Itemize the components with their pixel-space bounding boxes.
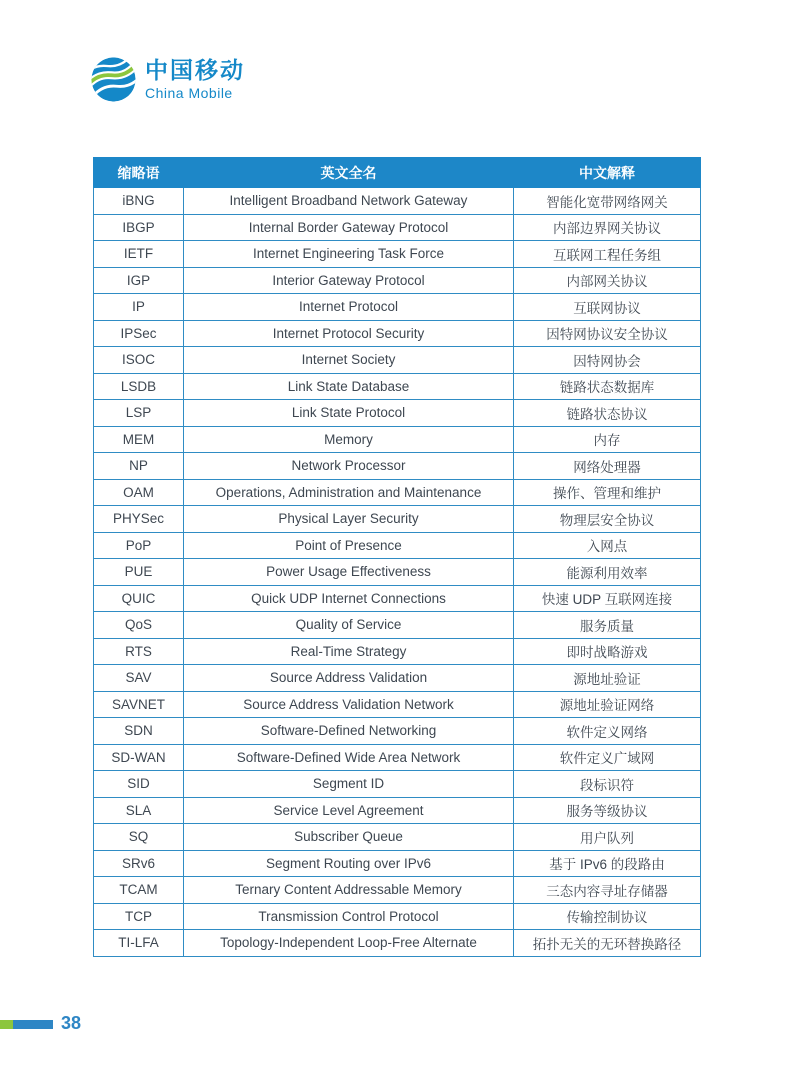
table-row [94, 320, 701, 347]
logo-text [145, 59, 245, 100]
abbreviation-cell: PHYSec [94, 506, 184, 533]
table-row [94, 877, 701, 904]
abbreviation-cell: SDN [94, 718, 184, 745]
chinese-explanation-cell: 内存 [514, 426, 701, 453]
english-name-cell: Power Usage Effectiveness [184, 559, 514, 586]
chinese-explanation-cell: 操作、管理和维护 [514, 479, 701, 506]
abbreviation-cell: SLA [94, 797, 184, 824]
table-row [94, 453, 701, 480]
abbreviation-cell: MEM [94, 426, 184, 453]
table-row [94, 559, 701, 586]
chinese-explanation-cell: 传输控制协议 [514, 903, 701, 930]
abbreviation-cell: TCP [94, 903, 184, 930]
english-name-cell: Quick UDP Internet Connections [184, 585, 514, 612]
english-name-cell: Internet Society [184, 347, 514, 374]
table-row [94, 267, 701, 294]
chinese-explanation-cell: 因特网协会 [514, 347, 701, 374]
abbreviation-cell: SAVNET [94, 691, 184, 718]
table-row [94, 479, 701, 506]
table-row [94, 426, 701, 453]
chinese-explanation-cell: 源地址验证网络 [514, 691, 701, 718]
english-name-cell: Internet Protocol [184, 294, 514, 321]
chinese-explanation-cell: 软件定义广域网 [514, 744, 701, 771]
chinese-explanation-cell: 内部网关协议 [514, 267, 701, 294]
table-row [94, 771, 701, 798]
chinese-explanation-cell: 快速 UDP 互联网连接 [514, 585, 701, 612]
english-name-cell: Point of Presence [184, 532, 514, 559]
english-name-cell: Interior Gateway Protocol [184, 267, 514, 294]
chinese-explanation-cell: 服务等级协议 [514, 797, 701, 824]
table-header-row [94, 158, 701, 188]
english-name-cell: Source Address Validation [184, 665, 514, 692]
page-number: 38 [61, 1013, 82, 1033]
table-row [94, 294, 701, 321]
china-mobile-globe-icon [90, 56, 137, 103]
abbreviation-cell: RTS [94, 638, 184, 665]
chinese-explanation-cell: 物理层安全协议 [514, 506, 701, 533]
abbreviation-cell: LSP [94, 400, 184, 427]
english-name-cell: Source Address Validation Network [184, 691, 514, 718]
chinese-explanation-cell: 段标识符 [514, 771, 701, 798]
chinese-explanation-cell: 能源利用效率 [514, 559, 701, 586]
abbreviation-cell: IGP [94, 267, 184, 294]
english-name-cell: Transmission Control Protocol [184, 903, 514, 930]
english-name-cell: Software-Defined Wide Area Network [184, 744, 514, 771]
abbreviation-cell: PoP [94, 532, 184, 559]
table-row [94, 744, 701, 771]
table-row [94, 612, 701, 639]
abbreviation-cell: IETF [94, 241, 184, 268]
abbreviation-cell: IPSec [94, 320, 184, 347]
abbreviation-cell: SID [94, 771, 184, 798]
english-name-cell: Internet Protocol Security [184, 320, 514, 347]
english-name-cell: Internet Engineering Task Force [184, 241, 514, 268]
abbreviation-cell: iBNG [94, 188, 184, 215]
chinese-explanation-cell: 软件定义网络 [514, 718, 701, 745]
chinese-explanation-cell: 拓扑无关的无环替换路径 [514, 930, 701, 957]
logo-english-name: China Mobile [145, 85, 233, 101]
table-row [94, 241, 701, 268]
chinese-explanation-cell: 内部边界网关协议 [514, 214, 701, 241]
abbreviation-cell: SAV [94, 665, 184, 692]
abbreviation-cell: QUIC [94, 585, 184, 612]
english-name-cell: Software-Defined Networking [184, 718, 514, 745]
table-row [94, 373, 701, 400]
table-row [94, 347, 701, 374]
english-name-cell: Quality of Service [184, 612, 514, 639]
chinese-explanation-cell: 源地址验证 [514, 665, 701, 692]
english-name-cell: Link State Database [184, 373, 514, 400]
table-row [94, 691, 701, 718]
table-row [94, 506, 701, 533]
table-row [94, 797, 701, 824]
english-name-cell: Segment Routing over IPv6 [184, 850, 514, 877]
chinese-explanation-cell: 三态内容寻址存储器 [514, 877, 701, 904]
english-name-cell: Operations, Administration and Maintenance [184, 479, 514, 506]
chinese-explanation-cell: 智能化宽带网络网关 [514, 188, 701, 215]
abbreviation-table [93, 157, 701, 957]
chinese-explanation-cell: 链路状态协议 [514, 400, 701, 427]
chinese-explanation-cell: 入网点 [514, 532, 701, 559]
header-english-full-name: 英文全名 [184, 158, 514, 188]
english-name-cell: Intelligent Broadband Network Gateway [184, 188, 514, 215]
english-name-cell: Subscriber Queue [184, 824, 514, 851]
chinese-explanation-cell: 即时战略游戏 [514, 638, 701, 665]
abbreviation-cell: NP [94, 453, 184, 480]
abbreviation-cell: SRv6 [94, 850, 184, 877]
abbreviation-cell: SQ [94, 824, 184, 851]
table-row [94, 400, 701, 427]
table-row [94, 532, 701, 559]
abbreviation-cell: IBGP [94, 214, 184, 241]
english-name-cell: Real-Time Strategy [184, 638, 514, 665]
english-name-cell: Topology-Independent Loop-Free Alternate [184, 930, 514, 957]
english-name-cell: Link State Protocol [184, 400, 514, 427]
table-row [94, 214, 701, 241]
chinese-explanation-cell: 链路状态数据库 [514, 373, 701, 400]
abbreviation-cell: SD-WAN [94, 744, 184, 771]
table-row [94, 903, 701, 930]
china-mobile-logo [90, 56, 245, 103]
abbreviation-cell: QoS [94, 612, 184, 639]
english-name-cell: Internal Border Gateway Protocol [184, 214, 514, 241]
table-row [94, 930, 701, 957]
english-name-cell: Physical Layer Security [184, 506, 514, 533]
footer-accent-bar [0, 1020, 53, 1029]
chinese-explanation-cell: 因特网协议安全协议 [514, 320, 701, 347]
english-name-cell: Segment ID [184, 771, 514, 798]
chinese-explanation-cell: 服务质量 [514, 612, 701, 639]
table-row [94, 824, 701, 851]
english-name-cell: Network Processor [184, 453, 514, 480]
abbreviation-cell: LSDB [94, 373, 184, 400]
english-name-cell: Memory [184, 426, 514, 453]
english-name-cell: Service Level Agreement [184, 797, 514, 824]
chinese-explanation-cell: 互联网工程任务组 [514, 241, 701, 268]
chinese-explanation-cell: 基于 IPv6 的段路由 [514, 850, 701, 877]
english-name-cell: Ternary Content Addressable Memory [184, 877, 514, 904]
table-body [94, 188, 701, 957]
abbreviation-cell: TCAM [94, 877, 184, 904]
abbreviation-cell: ISOC [94, 347, 184, 374]
logo-chinese-name: 中国移动 [145, 57, 245, 83]
header-chinese-explanation: 中文解释 [514, 158, 701, 188]
table-row [94, 665, 701, 692]
abbreviation-cell: OAM [94, 479, 184, 506]
table-row [94, 585, 701, 612]
abbreviation-cell: IP [94, 294, 184, 321]
footer-blue-segment [13, 1020, 53, 1029]
abbreviation-cell: PUE [94, 559, 184, 586]
chinese-explanation-cell: 用户队列 [514, 824, 701, 851]
abbreviation-cell: TI-LFA [94, 930, 184, 957]
chinese-explanation-cell: 互联网协议 [514, 294, 701, 321]
table-row [94, 638, 701, 665]
table-row [94, 718, 701, 745]
table-row [94, 850, 701, 877]
header-abbreviation: 缩略语 [94, 158, 184, 188]
table-row [94, 188, 701, 215]
footer-green-segment [0, 1020, 13, 1029]
chinese-explanation-cell: 网络处理器 [514, 453, 701, 480]
table-header [94, 158, 701, 188]
